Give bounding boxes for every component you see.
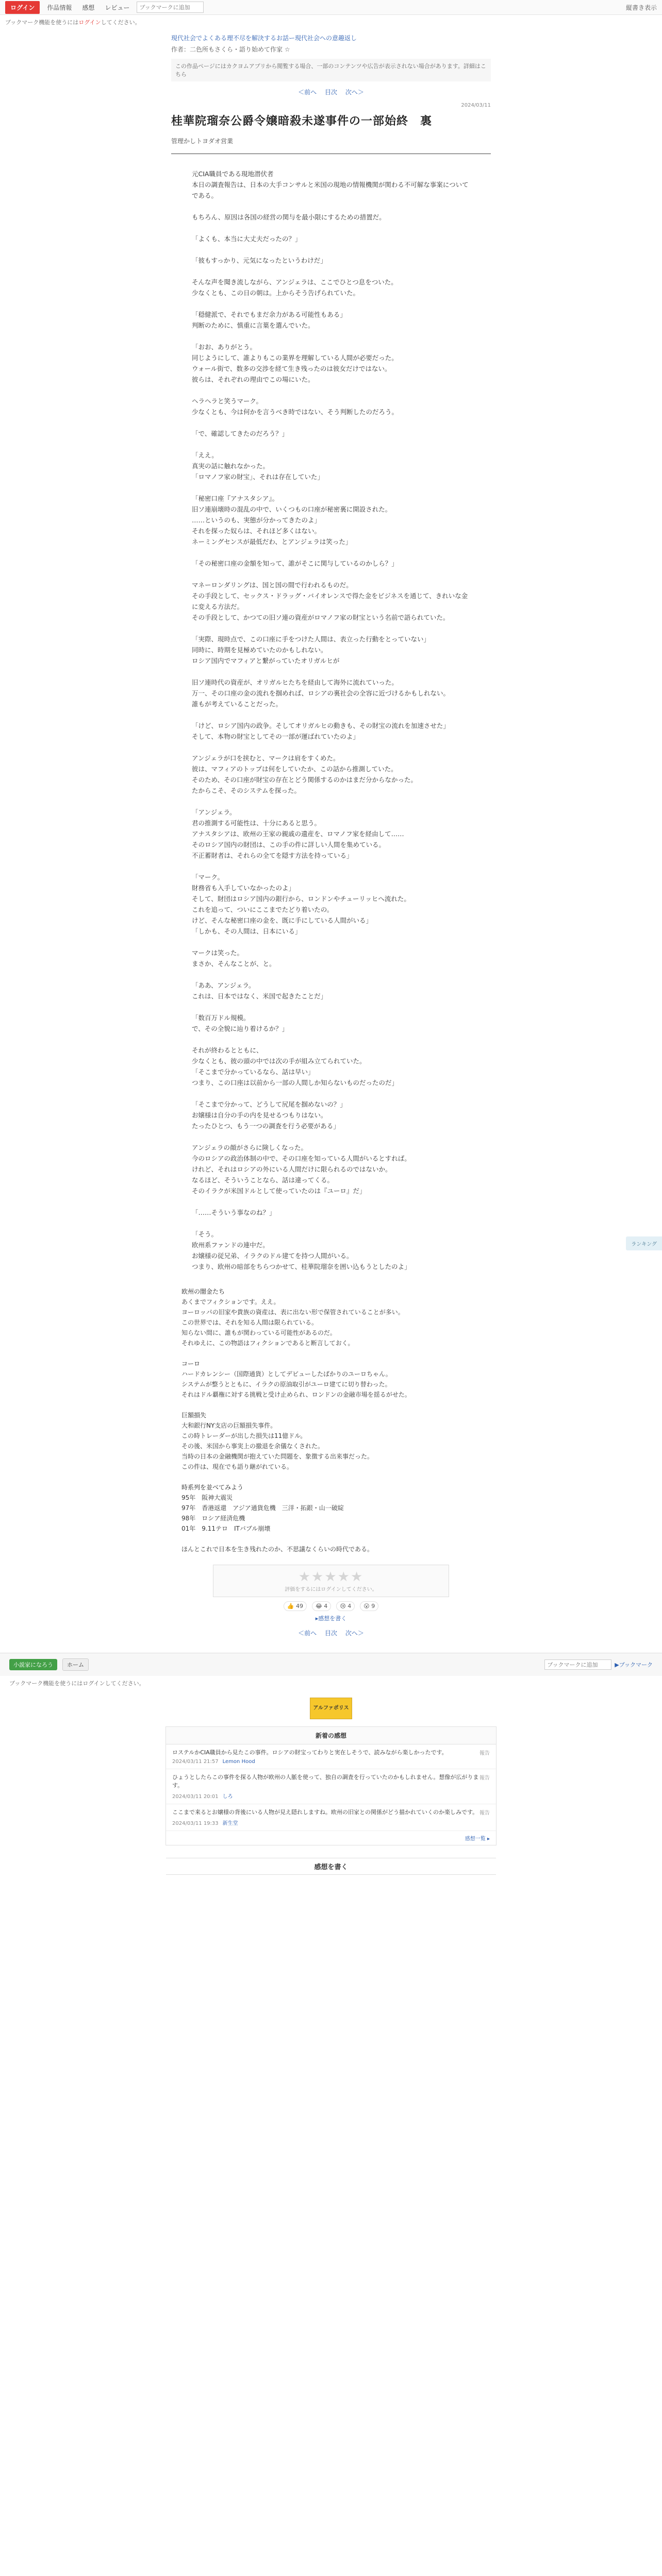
review-meta — [172, 1759, 490, 1765]
story-paragraph — [192, 428, 470, 439]
review-section — [166, 1726, 496, 1845]
story-line: 旧ソ連崩壊時の混乱の中で、いくつもの口座が秘密裏に開設された。 — [192, 505, 392, 513]
story-line: 「けど、ロシア国内の政争。そしてオリガルヒの動きも、その財宝の流れを加速させた」 — [192, 722, 450, 730]
review-list — [166, 1744, 496, 1831]
story-line: で、その全貌に辿り着けるか？」 — [192, 1025, 289, 1032]
ranking-tab[interactable]: ランキング — [626, 1236, 662, 1250]
review-text: ロステルかCIA職員から見たこの事件。ロシアの財宝ってわりと実在しそうで、読みながら楽しかったです。 — [172, 1749, 448, 1756]
pager-top — [171, 88, 491, 96]
review-section-title: 新着の感想 — [166, 1727, 496, 1744]
write-review-link[interactable]: ▸感想を書く — [315, 1615, 347, 1622]
afterword-line: この時トレーダーが出した損失は11億ドル。 — [181, 1432, 307, 1439]
story-line: 「穏健派で、それでもまだ余力がある可能性もある」 — [192, 311, 346, 318]
story-paragraph — [192, 634, 470, 666]
afterword — [171, 1286, 491, 1554]
afterword-section — [181, 1286, 481, 1348]
afterword-heading: 欧州の闇金たち — [181, 1288, 225, 1295]
story-line: 「その秘密口座の金額を知って、誰がそこに関与しているのかしら？」 — [192, 560, 398, 567]
story-line: 少なくとも、今は何かを言うべき時ではない、そう判断したのだろう。 — [192, 408, 399, 416]
prev-link[interactable]: ＜前へ — [298, 89, 317, 96]
story-paragraph — [192, 1142, 470, 1196]
review-item — [166, 1804, 496, 1831]
review-user[interactable]: 新生堂 — [222, 1821, 238, 1826]
story-paragraph — [192, 309, 470, 331]
story-paragraph — [192, 168, 470, 201]
rating-box — [213, 1565, 449, 1597]
afterword-section — [181, 1482, 481, 1534]
story-line: 不正蓄財者は、それらの全てを隠す方法を持っている」 — [192, 852, 353, 859]
top-bar — [0, 0, 662, 15]
story-line: ヘラヘラと笑うマーク。 — [192, 397, 263, 405]
episode-title: 桂華院瑠奈公爵令嬢暗殺未遂事件の一部始終 裏 — [171, 114, 433, 128]
next-link-bottom[interactable]: 次へ＞ — [345, 1630, 364, 1637]
story-paragraph — [192, 342, 470, 385]
review-text: ここまで来るとお嬢様の背後にいる人物が見え隠れしますね。欧州の旧家との関係がどう描かれていくのか楽しみです。 — [172, 1809, 478, 1816]
story-line: 判断のために、慎重に言葉を選んでいた。 — [192, 321, 315, 329]
reaction-cry[interactable]: 😢 4 — [336, 1601, 355, 1611]
story-paragraph — [192, 1207, 470, 1218]
story-paragraph — [192, 872, 470, 937]
star-icon[interactable]: ★ — [324, 1569, 338, 1585]
star-icon[interactable]: ★ — [350, 1569, 364, 1585]
story-line: そして、本物の財宝としてその一部が運ばれていたのよ」 — [192, 733, 359, 740]
story-line: 「そこまで分かって、どうして尻尾を掴めないの？」 — [192, 1100, 346, 1108]
afterword-line: 知らない間に、誰もが関わっている可能性があるのだ。 — [181, 1329, 336, 1336]
story-paragraph — [192, 233, 470, 244]
story-line: 彼は、マフィアのトップは何をしていたか、この話から推測していた。 — [192, 765, 398, 773]
story-line: 「おお、ありがとう。 — [192, 343, 257, 351]
story-paragraph — [192, 580, 470, 623]
afterword-line: あくまでフィクションです。ええ。 — [181, 1298, 280, 1306]
story-line: けれど、それはロシアの外にいる人間だけに限られるのではないか。 — [192, 1165, 392, 1173]
story-line: そのため、その口座が財宝の存在とどう関係するのかはまだ分からなかった。 — [192, 776, 418, 784]
story-paragraph — [192, 1099, 470, 1131]
story-line: 「しかも、その人間は、日本にいる」 — [192, 927, 302, 935]
story-line: 彼らは、それぞれの理由でこの場にいた。 — [192, 376, 315, 383]
afterword-heading: 時系列を並べてみよう — [181, 1484, 244, 1491]
story-line: そのイラクが米国ドルとして使っていたのは『ユーロ』だ」 — [192, 1187, 366, 1195]
top-search-input[interactable] — [137, 2, 204, 13]
story-line: 「ええ。 — [192, 451, 218, 459]
prev-link-bottom[interactable]: ＜前へ — [298, 1630, 317, 1637]
afterword-line: それはドル覇権に対する挑戦と受け止められ、ロンドンの金融市場を揺るがせた。 — [181, 1391, 411, 1398]
story-paragraph — [192, 212, 470, 223]
story-line: 「そう。 — [192, 1230, 218, 1238]
story-line: これを追って、ついにここまでたどり着いたの。 — [192, 906, 334, 913]
story-paragraph — [192, 493, 470, 547]
toc-link-bottom[interactable]: 目次 — [324, 1630, 337, 1637]
afterword-heading: 巨額損失 — [181, 1412, 207, 1419]
afterword-section — [181, 1410, 481, 1472]
promo-banner[interactable]: アルファポリス — [310, 1698, 352, 1719]
story-body — [171, 168, 491, 1272]
review-date: 2024/03/11 21:57 — [172, 1759, 219, 1765]
next-link[interactable]: 次へ＞ — [345, 89, 364, 96]
story-line: 本日の調査報告は、日本の大手コンサルと米国の現地の情報機関が関わる不可解な事案についてである。 — [192, 181, 469, 199]
story-paragraph — [192, 753, 470, 796]
episode-subtitle: 管理かしトヨダオ営業 — [171, 138, 234, 145]
review-date: 2024/03/11 20:01 — [172, 1794, 219, 1800]
story-line: 「ああ、アンジェラ。 — [192, 981, 255, 989]
story-line: もちろん、原因は各国の経営の関与を最小限にするための措置だ。 — [192, 213, 386, 221]
story-line: 「秘密口座『アナスタシア』。 — [192, 495, 279, 502]
reaction-laugh[interactable]: 😂 4 — [312, 1601, 331, 1611]
story-paragraph — [192, 450, 470, 482]
story-line: それを探った奴らは、それほど多くはない。 — [192, 527, 321, 535]
story-line: そのロシア国内の財団は、この手の件に詳しい人間を集めている。 — [192, 841, 386, 849]
story-line: 「マーク。 — [192, 873, 224, 881]
rating-hint: 評価をするにはログインしてください。 — [285, 1587, 377, 1592]
review-user[interactable]: しろ — [222, 1794, 233, 1800]
star-icon[interactable]: ★ — [311, 1569, 325, 1585]
menu-reviews[interactable]: 感想 — [82, 4, 95, 11]
login-notice — [0, 15, 662, 29]
story-line: ネーミングセンスが最低だわ、とアンジェラは笑った」 — [192, 538, 352, 546]
author-line: 作者：二色所もさくら・語り始めて作家 ☆ — [171, 46, 290, 53]
story-line: ロシア国内でマフィアと繋がっていたオリガルヒが — [192, 657, 340, 665]
vertical-view-toggle[interactable]: 縦書き表示 — [625, 4, 657, 11]
afterword-line: 当時の日本の金融機関が抱えていた問題を、象徴する出来事だった。 — [181, 1453, 374, 1460]
afterword-section — [181, 1544, 481, 1554]
bottom-bar — [0, 1653, 662, 1676]
afterword-line: 98年 ロシア経済危機 — [181, 1515, 245, 1522]
review-user[interactable]: Lemon Hood — [222, 1759, 255, 1765]
home-button[interactable]: ホーム — [62, 1658, 89, 1671]
reaction-like[interactable]: 👍 49 — [284, 1601, 307, 1611]
story-line: その手段として、セックス・ドラッグ・バイオレンスで得た金をビジネスを通じて、きれいな金に変える方法だ。 — [192, 592, 468, 611]
afterword-line: ほんとこれで日本を生き残れたのか、不思議なくらいの時代である。 — [181, 1546, 374, 1553]
login-button[interactable]: ログイン — [5, 1, 40, 14]
publish-date: 2024/03/11 — [461, 103, 491, 108]
story-line: なるほど、そういうことなら、話は違ってくる。 — [192, 1176, 334, 1184]
story-line: 「そこまで分かっているなら、話は早い」 — [192, 1068, 315, 1076]
pager-bottom — [171, 1629, 491, 1637]
story-line: 同時に、時期を見極めていたのかもしれない。 — [192, 646, 327, 654]
bottom-notice: ブックマーク機能を使うにはログインしてください。 — [9, 1680, 145, 1687]
story-line: それが終わるとともに、 — [192, 1046, 263, 1054]
story-line: 「よくも、本当に大丈夫だったの？」 — [192, 235, 302, 243]
story-paragraph — [192, 947, 470, 969]
review-item — [166, 1769, 496, 1804]
rating-area — [171, 1565, 491, 1622]
story-paragraph — [192, 807, 470, 861]
afterword-line: それゆえに、この物語はフィクションであると断言しておく。 — [181, 1340, 354, 1347]
toc-link[interactable]: 目次 — [324, 89, 337, 96]
star-rating[interactable] — [218, 1569, 444, 1585]
story-line: その手段として、かつての旧ソ連の資産がロマノフ家の財宝という名前で語られていた。 — [192, 614, 450, 621]
story-line: お嬢様は自分の手の内を見せるつもりはない。 — [192, 1111, 327, 1119]
story-line: 欧州系ファンドの連中だ。 — [192, 1241, 269, 1249]
story-paragraph — [192, 396, 470, 417]
review-item — [166, 1744, 496, 1769]
menu-review[interactable]: レビュー — [105, 4, 130, 11]
bottom-search-input[interactable] — [544, 1659, 611, 1670]
story-paragraph — [192, 277, 470, 298]
story-line: つまり、欧州の暗部をちらつかせて、桂華院瑠奈を囲い込もうとしたのよ」 — [192, 1263, 411, 1270]
story-line: 「アンジェラ。 — [192, 808, 236, 816]
afterword-line: この件は、現在でも語り継がれている。 — [181, 1463, 293, 1470]
review-text: ひょうとしたらこの事件を探る人物が欧州の人脈を使って、独自の調査を行っていたのかもしれません。想像が広がります。 — [172, 1774, 479, 1789]
afterword-line: 大和銀行NY支店の巨額損失事件。 — [181, 1422, 277, 1429]
star-icon[interactable]: ★ — [298, 1569, 312, 1585]
afterword-heading: コーロ — [181, 1360, 201, 1367]
story-line: マークは笑った。 — [192, 949, 244, 957]
write-review-header[interactable]: 感想を書く — [166, 1858, 496, 1875]
story-line: 「彼もすっかり、元気になったというわけだ」 — [192, 257, 327, 264]
afterword-line: システムが整うとともに、イラクの原油取引がユーロ建てに切り替わった。 — [181, 1381, 391, 1388]
story-line: たからこそ、そのシステムを探った。 — [192, 787, 301, 794]
report-link[interactable]: 報告 — [479, 1775, 490, 1781]
report-link[interactable]: 報告 — [479, 1751, 490, 1756]
story-line: つまり、この口座は以前から一部の人間しか知らないものだったのだ」 — [192, 1079, 399, 1087]
work-title-link[interactable]: 現代社会でよくある理不尽を解決するお話ー現代社会への意趣返し — [171, 35, 357, 42]
reaction-list — [171, 1601, 491, 1611]
afterword-line: ヨーロッパの旧家や貴族の資産は、表に出ない形で保管されていることが多い。 — [181, 1309, 404, 1316]
story-line: けど、そんな秘密口座の金を、既に手にしている人間がいる」 — [192, 917, 373, 924]
review-meta — [172, 1819, 490, 1826]
story-paragraph — [192, 1045, 470, 1088]
afterword-line: 95年 阪神大震災 — [181, 1494, 233, 1501]
story-line: アンジェラが口を挟むと、マークは肩をすくめた。 — [192, 754, 340, 762]
story-paragraph — [192, 558, 470, 569]
story-line: ウォール街で、数多の交渉を経て生き残ったのは彼女だけではない。 — [192, 365, 391, 372]
story-line: 「実際、現時点で、この口座に手をつけた人間は、表立った行動をとっていない」 — [192, 635, 431, 643]
promo-area — [0, 1698, 662, 1719]
star-icon[interactable]: ★ — [337, 1569, 351, 1585]
story-line: まさか、そんなことが、と。 — [192, 960, 276, 968]
login-notice-suffix: してください。 — [101, 19, 141, 26]
story-line: これは、日本ではなく、米国で起きたことだ」 — [192, 992, 327, 1000]
story-line: そんな声を聞き流しながら、アンジェラは、ここでひとつ息をついた。 — [192, 278, 398, 286]
review-more-link[interactable]: 感想一覧 ▸ — [465, 1836, 490, 1842]
bottom-actions — [544, 1659, 653, 1670]
afterword-line: 01年 9.11テロ ITバブル崩壊 — [181, 1525, 271, 1532]
story-line: 君の推測する可能性は、十分にあると思う。 — [192, 819, 321, 827]
story-line: 財務省も入手していなかったのよ」 — [192, 884, 295, 892]
story-line: 今のロシアの政治体制の中で、その口座を知っている人間がいるとすれば。 — [192, 1155, 411, 1162]
story-line: 「……そういう事なのね？」 — [192, 1209, 276, 1216]
story-line: アナスタシアは、欧州の王家の親戚の遺産を、ロマノフ家を経由して…… — [192, 830, 404, 838]
story-line: マネーロンダリングは、国と国の間で行われるものだ。 — [192, 581, 353, 589]
story-paragraph — [192, 1012, 470, 1034]
story-line: 元CIA職員である現地潜伏者 — [192, 170, 274, 178]
story-line: 同じようにして、誰よりもこの業界を理解している人間が必要だった。 — [192, 354, 398, 362]
story-line: 「数百万ドル規模。 — [192, 1014, 250, 1022]
site-home-button[interactable]: 小説家になろう — [9, 1659, 57, 1670]
review-date: 2024/03/11 19:33 — [172, 1821, 219, 1826]
reaction-wow[interactable]: 😮 9 — [360, 1601, 378, 1611]
story-line: 真実の話に触れなかった。 — [192, 462, 270, 470]
review-meta — [172, 1792, 490, 1800]
bookmark-button[interactable]: ▶ブックマーク — [615, 1662, 653, 1668]
afterword-line: その後、米国から事実上の撤退を余儀なくされた。 — [181, 1443, 324, 1450]
login-notice-link[interactable]: ログイン — [78, 19, 101, 26]
story-paragraph — [192, 255, 470, 266]
afterword-line: ハードカレンシー（国際通貨）としてデビューしたばかりのユーロちゃん。 — [181, 1370, 392, 1378]
story-line: 旧ソ連時代の資産が、オリガルヒたちを経由して海外に流れていった。 — [192, 679, 398, 686]
story-line: 「で、確認してきたのだろう？」 — [192, 430, 289, 437]
story-line: 「ロマノフ家の財宝」、それは存在していた」 — [192, 473, 324, 481]
story-line: お嬢様の従兄弟、イラクのドル建てを持つ人間がいる。 — [192, 1252, 353, 1260]
app-notice: この作品ページにはカクヨムアプリから閲覧する場合、一部のコンテンツや広告が表示されない場合があります。詳細はこちら — [171, 59, 491, 81]
afterword-line: 97年 香港返還 アジア通貨危機 三洋・拓銀・山一破綻 — [181, 1504, 344, 1512]
afterword-line: この世界では、それを知る人間は限られている。 — [181, 1319, 318, 1326]
story-paragraph — [192, 720, 470, 742]
story-line: 万一、その口座の金の流れを掴めれば、ロシアの裏社会の全容に近づけるかもしれない。 — [192, 689, 450, 697]
story-line: 少なくとも、この日の朝は。上からそう告げられていた。 — [192, 289, 360, 297]
afterword-section — [181, 1359, 481, 1400]
story-line: そして、財団はロシア国内の銀行から、ロンドンやチューリッヒへ流れた。 — [192, 895, 410, 903]
story-paragraph — [192, 677, 470, 709]
story-line: たったひとつ、もう一つの調査を行う必要がある」 — [192, 1122, 340, 1130]
menu-work-info[interactable]: 作品情報 — [47, 4, 72, 11]
login-notice-prefix: ブックマーク機能を使うには — [5, 19, 79, 26]
story-paragraph — [192, 980, 470, 1002]
story-paragraph — [192, 1229, 470, 1272]
main-content — [171, 29, 491, 1637]
report-link[interactable]: 報告 — [479, 1810, 490, 1816]
story-line: ……というのも、実態が分かってきたのよ」 — [192, 516, 321, 524]
story-line: 少なくとも、彼の頭の中では次の手が組み立てられていた。 — [192, 1057, 366, 1065]
story-line: アンジェラの顔がさらに険しくなった。 — [192, 1144, 307, 1151]
story-line: 誰もが考えていることだった。 — [192, 700, 283, 708]
